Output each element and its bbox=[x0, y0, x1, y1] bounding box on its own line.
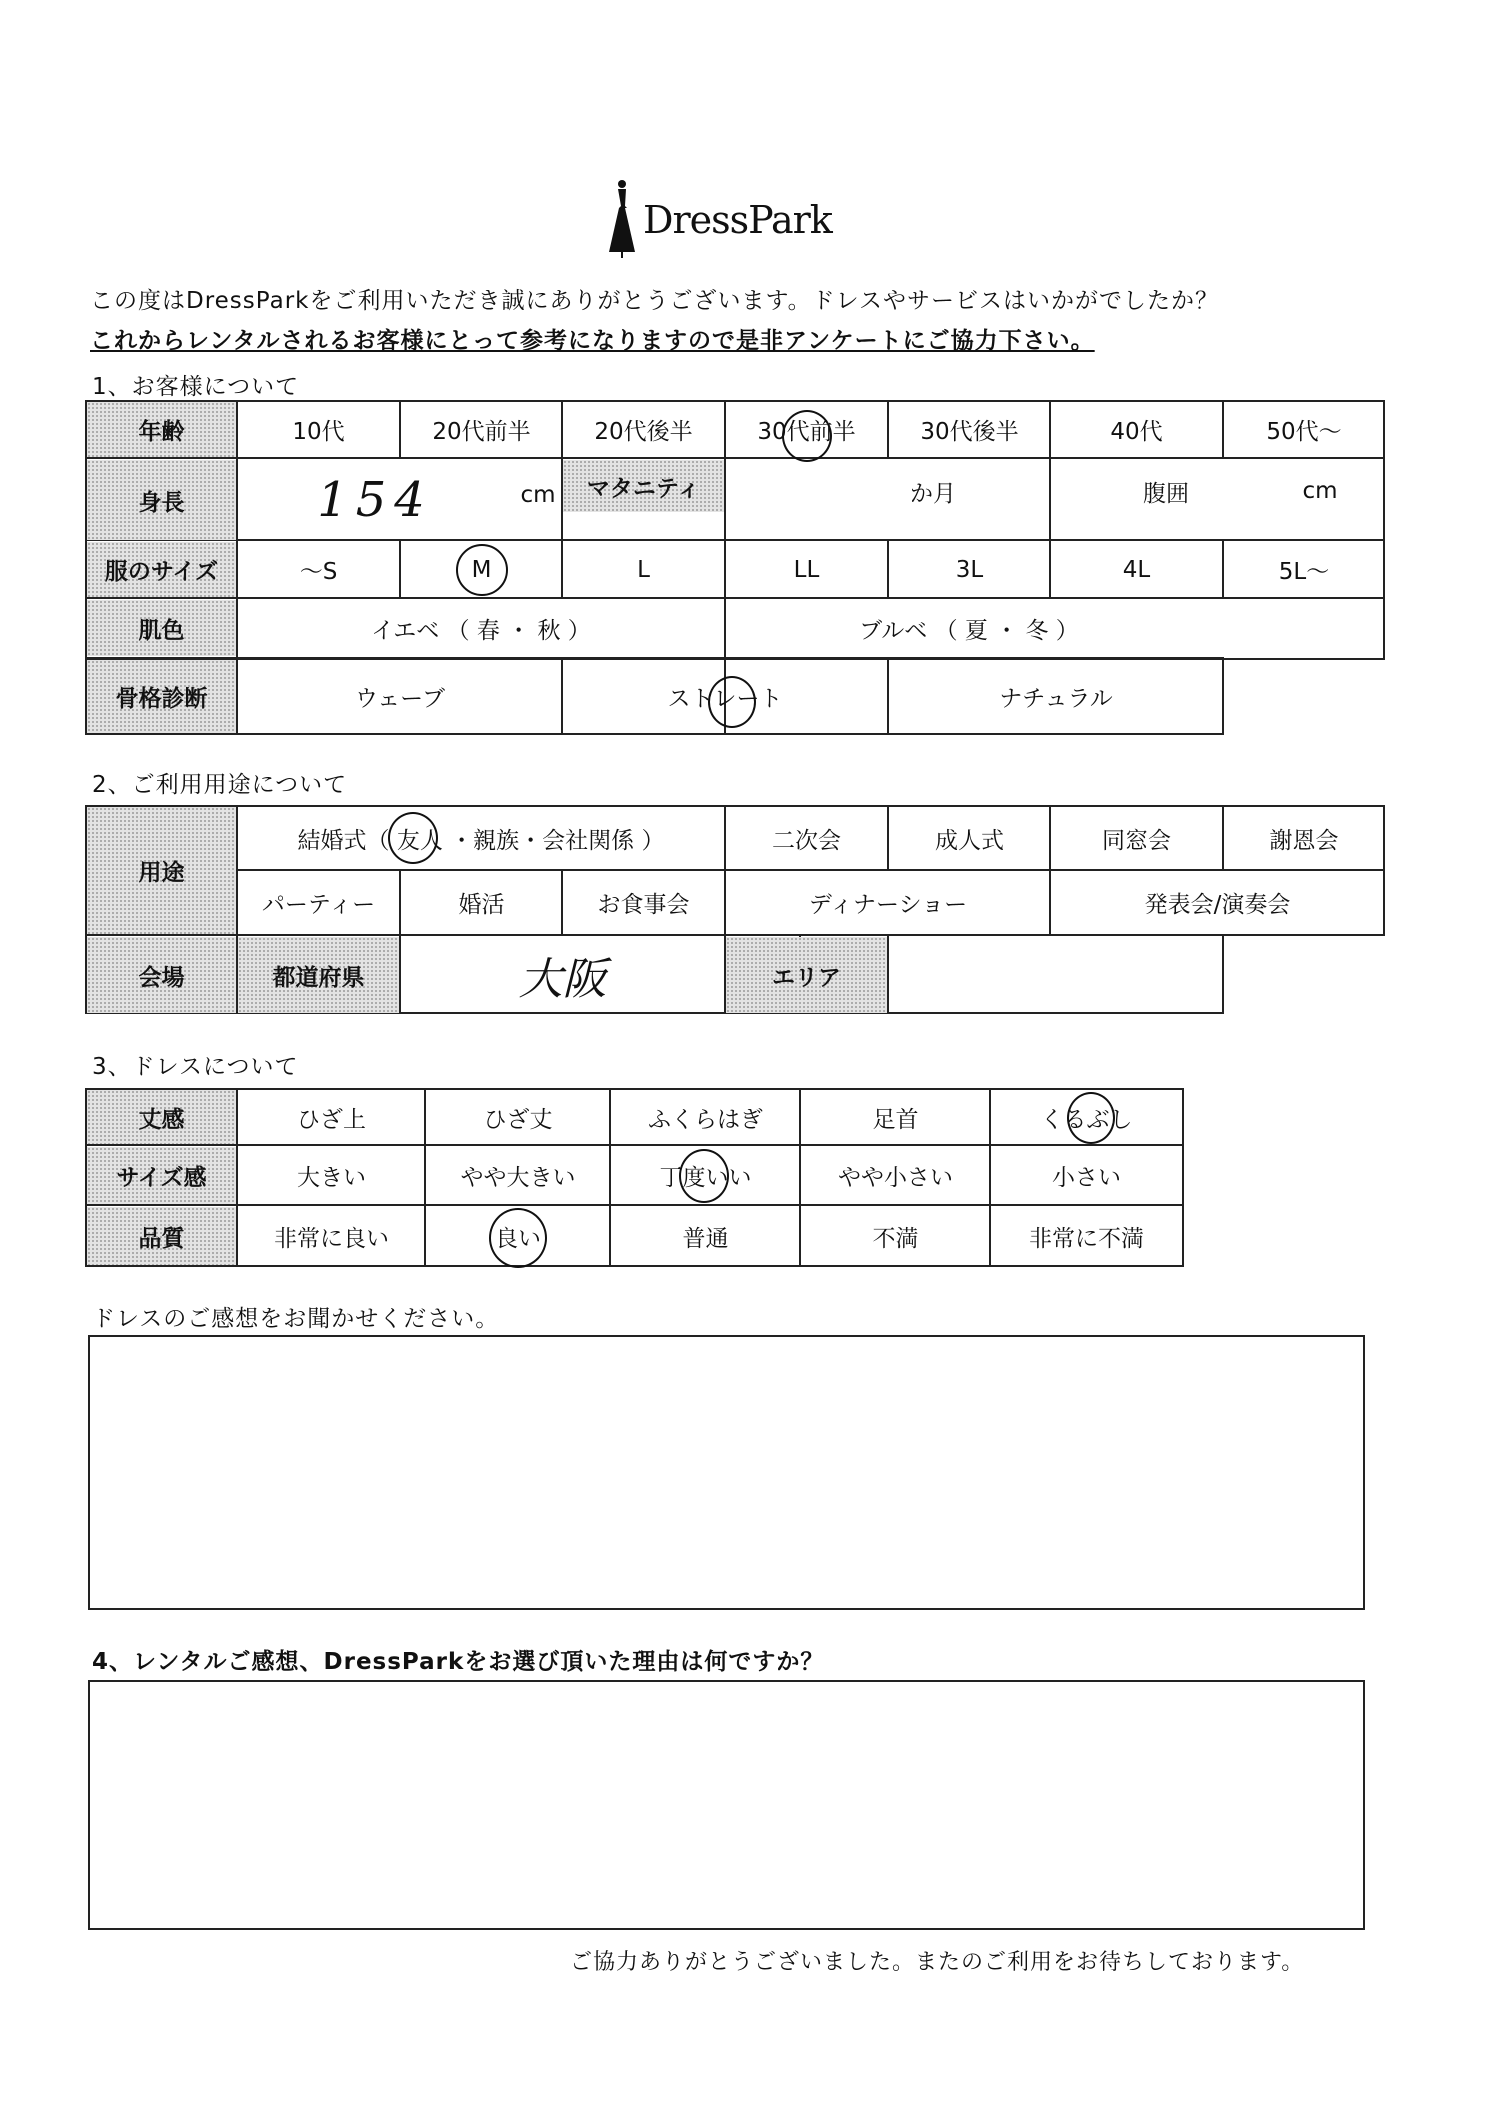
fit-option[interactable]: 大きい bbox=[297, 1165, 366, 1191]
length-option[interactable]: 足首 bbox=[872, 1106, 919, 1133]
fit-option[interactable]: やや小さい bbox=[838, 1165, 953, 1191]
frame-label: 骨格診断 bbox=[87, 660, 236, 733]
section1-title: 1、お客様について bbox=[92, 374, 300, 400]
purpose-option[interactable]: 成人式 bbox=[935, 827, 1004, 854]
purpose-option[interactable]: 婚活 bbox=[458, 892, 505, 918]
maternity-label: マタニティ bbox=[563, 460, 724, 512]
age-option[interactable]: 50代〜 bbox=[1266, 419, 1342, 445]
waist-label: 腹囲 bbox=[1143, 480, 1189, 507]
intro-request: これからレンタルされるお客様にとって参考になりますので是非アンケートにご協力下さい。 bbox=[90, 328, 1095, 354]
frame-option[interactable]: ウェーブ bbox=[355, 686, 445, 712]
fit-option-selected[interactable]: 丁度いい bbox=[659, 1165, 752, 1191]
age-label: 年齢 bbox=[87, 402, 236, 457]
reason-textarea[interactable] bbox=[88, 1680, 1365, 1930]
fit-option[interactable]: 小さい bbox=[1052, 1165, 1121, 1191]
purpose-option[interactable]: 二次会 bbox=[772, 827, 841, 854]
size-option[interactable]: L bbox=[637, 556, 650, 583]
size-label: 服のサイズ bbox=[87, 542, 236, 597]
length-label: 丈感 bbox=[87, 1090, 236, 1144]
age-option[interactable]: 40代 bbox=[1110, 419, 1163, 445]
purpose-option[interactable]: パーティー bbox=[261, 892, 376, 918]
frame-option[interactable]: ナチュラル bbox=[999, 686, 1113, 712]
age-option[interactable]: 30代後半 bbox=[920, 419, 1019, 445]
fit-option[interactable]: やや大きい bbox=[460, 1165, 576, 1191]
size-option[interactable]: 3L bbox=[955, 556, 984, 583]
size-option-selected[interactable]: M bbox=[471, 556, 492, 583]
footer-thanks: ご協力ありがとうございました。またのご利用をお待ちしております。 bbox=[570, 1950, 1305, 1975]
selection-circle bbox=[1067, 1092, 1115, 1144]
section2-title: 2、ご利用用途について bbox=[92, 772, 348, 798]
prefecture-value[interactable]: 大阪 bbox=[518, 954, 607, 1005]
quality-option[interactable]: 非常に不満 bbox=[1029, 1225, 1144, 1252]
purpose-label: 用途 bbox=[87, 807, 236, 934]
brand-name: DressPark bbox=[643, 198, 832, 242]
purpose-option[interactable]: お食事会 bbox=[597, 892, 690, 918]
area-label: エリア bbox=[726, 937, 887, 1013]
length-option[interactable]: ひざ丈 bbox=[483, 1106, 553, 1133]
waist-unit: cm bbox=[1302, 478, 1338, 504]
age-option-selected[interactable]: 30代前半 bbox=[757, 419, 856, 445]
dress-icon bbox=[605, 178, 639, 258]
length-option[interactable]: ふくらはぎ bbox=[648, 1106, 763, 1133]
purpose-option[interactable]: 謝恩会 bbox=[1269, 827, 1339, 854]
size-option[interactable]: LL bbox=[793, 556, 820, 583]
selection-circle bbox=[456, 544, 508, 596]
purpose-option[interactable]: 発表会/演奏会 bbox=[1144, 892, 1291, 918]
frame-option-selected[interactable]: ストレート bbox=[667, 686, 783, 712]
skin-option[interactable]: ブルベ （ 夏 ・ 冬 ） bbox=[859, 617, 1079, 644]
selection-circle bbox=[782, 410, 832, 462]
size-option[interactable]: 〜S bbox=[299, 559, 338, 585]
quality-option[interactable]: 非常に良い bbox=[274, 1225, 389, 1252]
selection-circle bbox=[388, 812, 438, 864]
purpose-option[interactable]: 同窓会 bbox=[1102, 827, 1171, 854]
intro-text: この度はDressParkをご利用いただき誠にありがとうございます。ドレスやサービスはいかがでしたか？ bbox=[90, 288, 1219, 314]
venue-label: 会場 bbox=[87, 937, 236, 1013]
quality-option-selected[interactable]: 良い bbox=[495, 1225, 541, 1252]
age-option[interactable]: 20代前半 bbox=[432, 419, 531, 445]
area-value[interactable] bbox=[889, 937, 1222, 1013]
selection-circle bbox=[708, 676, 756, 728]
quality-label: 品質 bbox=[87, 1207, 236, 1265]
purpose-option-wedding[interactable]: 結婚式（ 友人 ・親族・会社関係 ） bbox=[297, 827, 665, 854]
size-option[interactable]: 4L bbox=[1122, 556, 1151, 583]
size-option[interactable]: 5L〜 bbox=[1278, 559, 1330, 585]
selection-circle bbox=[489, 1208, 547, 1268]
purpose-option[interactable]: ディナーショー bbox=[808, 892, 968, 918]
height-value[interactable]: 154 bbox=[317, 472, 433, 528]
height-unit: cm bbox=[520, 482, 556, 508]
impression-textarea[interactable] bbox=[88, 1335, 1365, 1610]
impression-prompt: ドレスのご感想をお聞かせください。 bbox=[92, 1306, 500, 1332]
age-option[interactable]: 20代後半 bbox=[594, 419, 693, 445]
dresspark-logo bbox=[595, 178, 855, 258]
length-option-selected[interactable]: くるぶし bbox=[1040, 1106, 1133, 1133]
length-option[interactable]: ひざ上 bbox=[297, 1106, 366, 1133]
skin-option[interactable]: イエベ （ 春 ・ 秋 ） bbox=[371, 617, 591, 644]
prefecture-label: 都道府県 bbox=[238, 937, 399, 1013]
maternity-unit: か月 bbox=[910, 480, 956, 507]
quality-option[interactable]: 普通 bbox=[682, 1225, 729, 1252]
section4-title: 4、レンタルご感想、DressParkをお選び頂いた理由は何ですか？ bbox=[92, 1649, 825, 1675]
section3-title: 3、ドレスについて bbox=[92, 1054, 299, 1080]
fit-label: サイズ感 bbox=[87, 1147, 236, 1204]
height-label: 身長 bbox=[87, 460, 236, 540]
age-option[interactable]: 10代 bbox=[292, 419, 345, 445]
skin-label: 肌色 bbox=[87, 600, 236, 656]
quality-option[interactable]: 不満 bbox=[872, 1225, 919, 1252]
selection-circle bbox=[679, 1149, 729, 1203]
